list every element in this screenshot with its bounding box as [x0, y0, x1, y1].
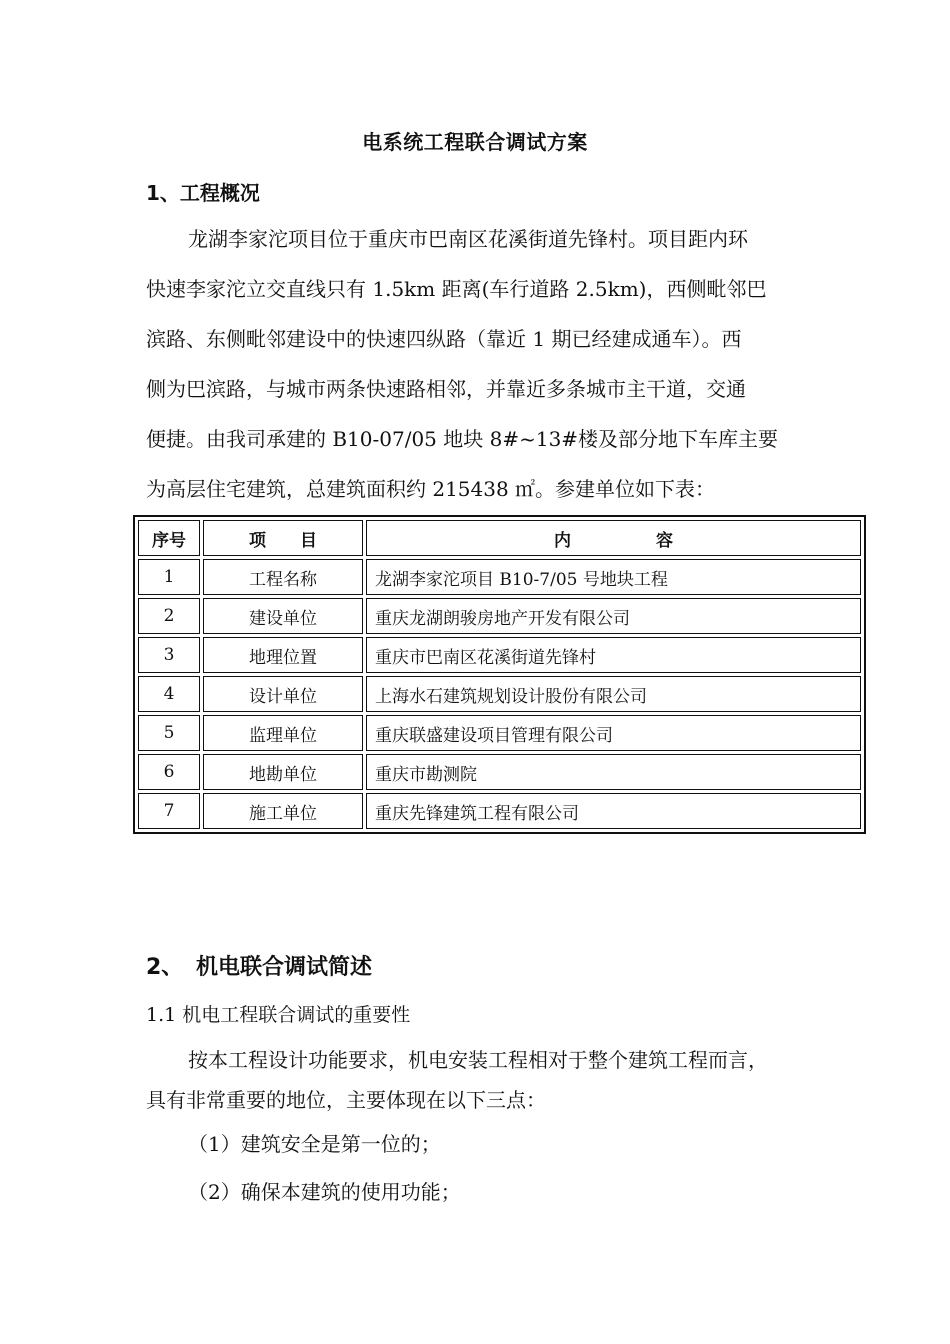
list-item: （1）建筑安全是第一位的；: [188, 1132, 441, 1156]
paragraph-line: 快速李家沱立交直线只有 1.5km 距离(车行道路 2.5km)，西侧毗邻巴: [146, 277, 767, 301]
header-content: 内 容: [366, 520, 861, 556]
table-row: [138, 637, 861, 673]
row-number: 7: [138, 793, 200, 829]
paragraph-line: 滨路、东侧毗邻建设中的快速四纵路（靠近 1 期已经建成通车）。西: [146, 327, 742, 351]
row-number: 3: [138, 637, 200, 673]
row-content: 重庆市勘测院: [366, 754, 861, 790]
section-2-number: 2、: [146, 955, 184, 980]
row-number: 4: [138, 676, 200, 712]
paragraph-line: 按本工程设计功能要求，机电安装工程相对于整个建筑工程而言，: [188, 1048, 768, 1072]
participants-table: [133, 515, 866, 834]
row-item: 建设单位: [203, 598, 363, 634]
row-content: 上海水石建筑规划设计股份有限公司: [366, 676, 861, 712]
header-item: 项 目: [203, 520, 363, 556]
row-item: 地勘单位: [203, 754, 363, 790]
row-content: 龙湖李家沱项目 B10-7/05 号地块工程: [366, 559, 861, 595]
row-content: 重庆联盛建设项目管理有限公司: [366, 715, 861, 751]
document-title: 电系统工程联合调试方案: [362, 130, 588, 154]
row-number: 1: [138, 559, 200, 595]
row-item: 设计单位: [203, 676, 363, 712]
paragraph-line: 具有非常重要的地位，主要体现在以下三点：: [146, 1088, 546, 1112]
table-row: [138, 754, 861, 790]
table-row: [138, 559, 861, 595]
row-item: 地理位置: [203, 637, 363, 673]
section-1-heading: 1、工程概况: [146, 181, 260, 205]
paragraph-line: 龙湖李家沱项目位于重庆市巴南区花溪街道先锋村。项目距内环: [188, 227, 748, 251]
table-row: [138, 598, 861, 634]
table-row: [138, 793, 861, 829]
table-header-row: [138, 520, 861, 556]
section-2-title: 机电联合调试简述: [196, 955, 373, 980]
paragraph-line: 侧为巴滨路，与城市两条快速路相邻，并靠近多条城市主干道，交通: [146, 377, 746, 401]
row-number: 5: [138, 715, 200, 751]
paragraph-line: 便捷。由我司承建的 B10-07/05 地块 8#~13#楼及部分地下车库主要: [146, 427, 779, 451]
section-2-heading: [146, 950, 372, 981]
header-number: 序号: [138, 520, 200, 556]
row-item: 施工单位: [203, 793, 363, 829]
row-number: 6: [138, 754, 200, 790]
section-2-paragraph: [146, 1040, 836, 1120]
row-content: 重庆市巴南区花溪街道先锋村: [366, 637, 861, 673]
row-item: 工程名称: [203, 559, 363, 595]
row-content: 重庆先锋建筑工程有限公司: [366, 793, 861, 829]
row-number: 2: [138, 598, 200, 634]
table-row: [138, 676, 861, 712]
subsection-heading: 1.1 机电工程联合调试的重要性: [146, 1004, 411, 1026]
row-content: 重庆龙湖朗骏房地产开发有限公司: [366, 598, 861, 634]
list-item: （2）确保本建筑的使用功能；: [188, 1180, 461, 1204]
paragraph-line: 为高层住宅建筑，总建筑面积约 215438 ㎡。参建单位如下表：: [146, 477, 716, 501]
section-1-paragraph: [146, 214, 818, 514]
table-row: [138, 715, 861, 751]
row-item: 监理单位: [203, 715, 363, 751]
